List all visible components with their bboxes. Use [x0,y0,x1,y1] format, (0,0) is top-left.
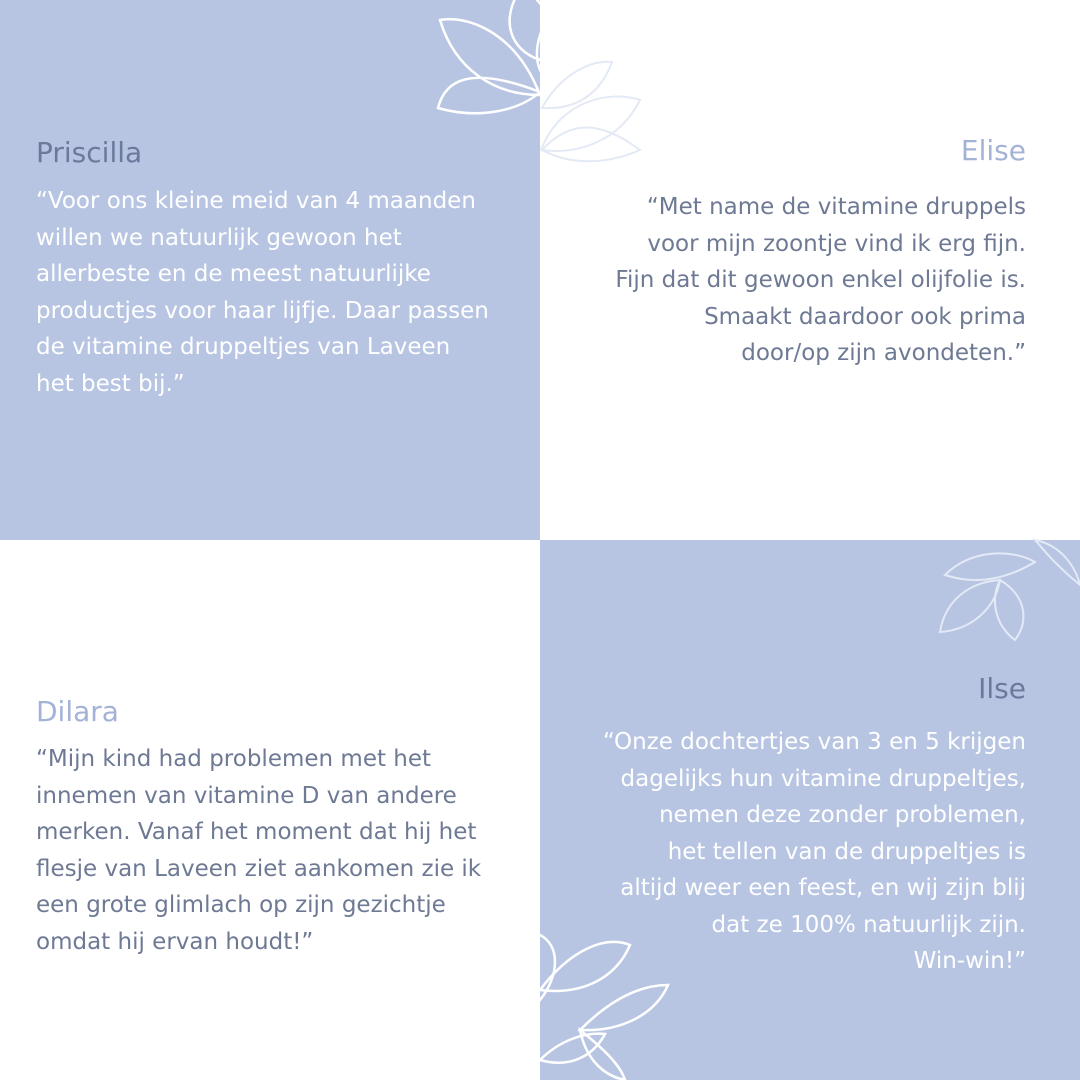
testimonial-name: Ilse [978,672,1026,705]
testimonial-quote: “Mijn kind had problemen met het innemen van vitamine D van andere merken. Vanaf het moment dat hij het flesje van Laveen ziet aankomen zie ik een grote glimlach op zijn gezichtje omdat hij ervan houdt!” [36,746,482,955]
testimonial-card-priscilla [0,0,540,540]
testimonial-quote: “Met name de vitamine druppels voor mijn zoontje vind ik erg fijn. Fijn dat dit gewoon enkel olijfolie is. Smaakt daardoor ook prima door/op zijn avondeten.” [615,194,1026,366]
testimonial-card-elise [540,0,1080,540]
testimonial-name: Elise [960,134,1026,167]
testimonial-quote: “Voor ons kleine meid van 4 maanden willen we natuurlijk gewoon het allerbeste en de meest natuurlijke productjes voor haar lijfje. Daar passen de vitamine druppeltjes van Laveen het best bij.” [36,188,489,397]
testimonial-name: Dilara [36,695,119,728]
testimonial-quote: “Onze dochtertjes van 3 en 5 krijgen dagelijks hun vitamine druppeltjes, nemen deze zonder problemen, het tellen van de druppeltjes is altijd weer een feest, en wij zijn blij dat ze 100% natuurlijk zijn. Win-win!” [602,729,1026,974]
testimonial-card-ilse [540,540,1080,1080]
testimonial-name: Priscilla [36,136,143,169]
testimonial-card-dilara [0,540,540,1080]
